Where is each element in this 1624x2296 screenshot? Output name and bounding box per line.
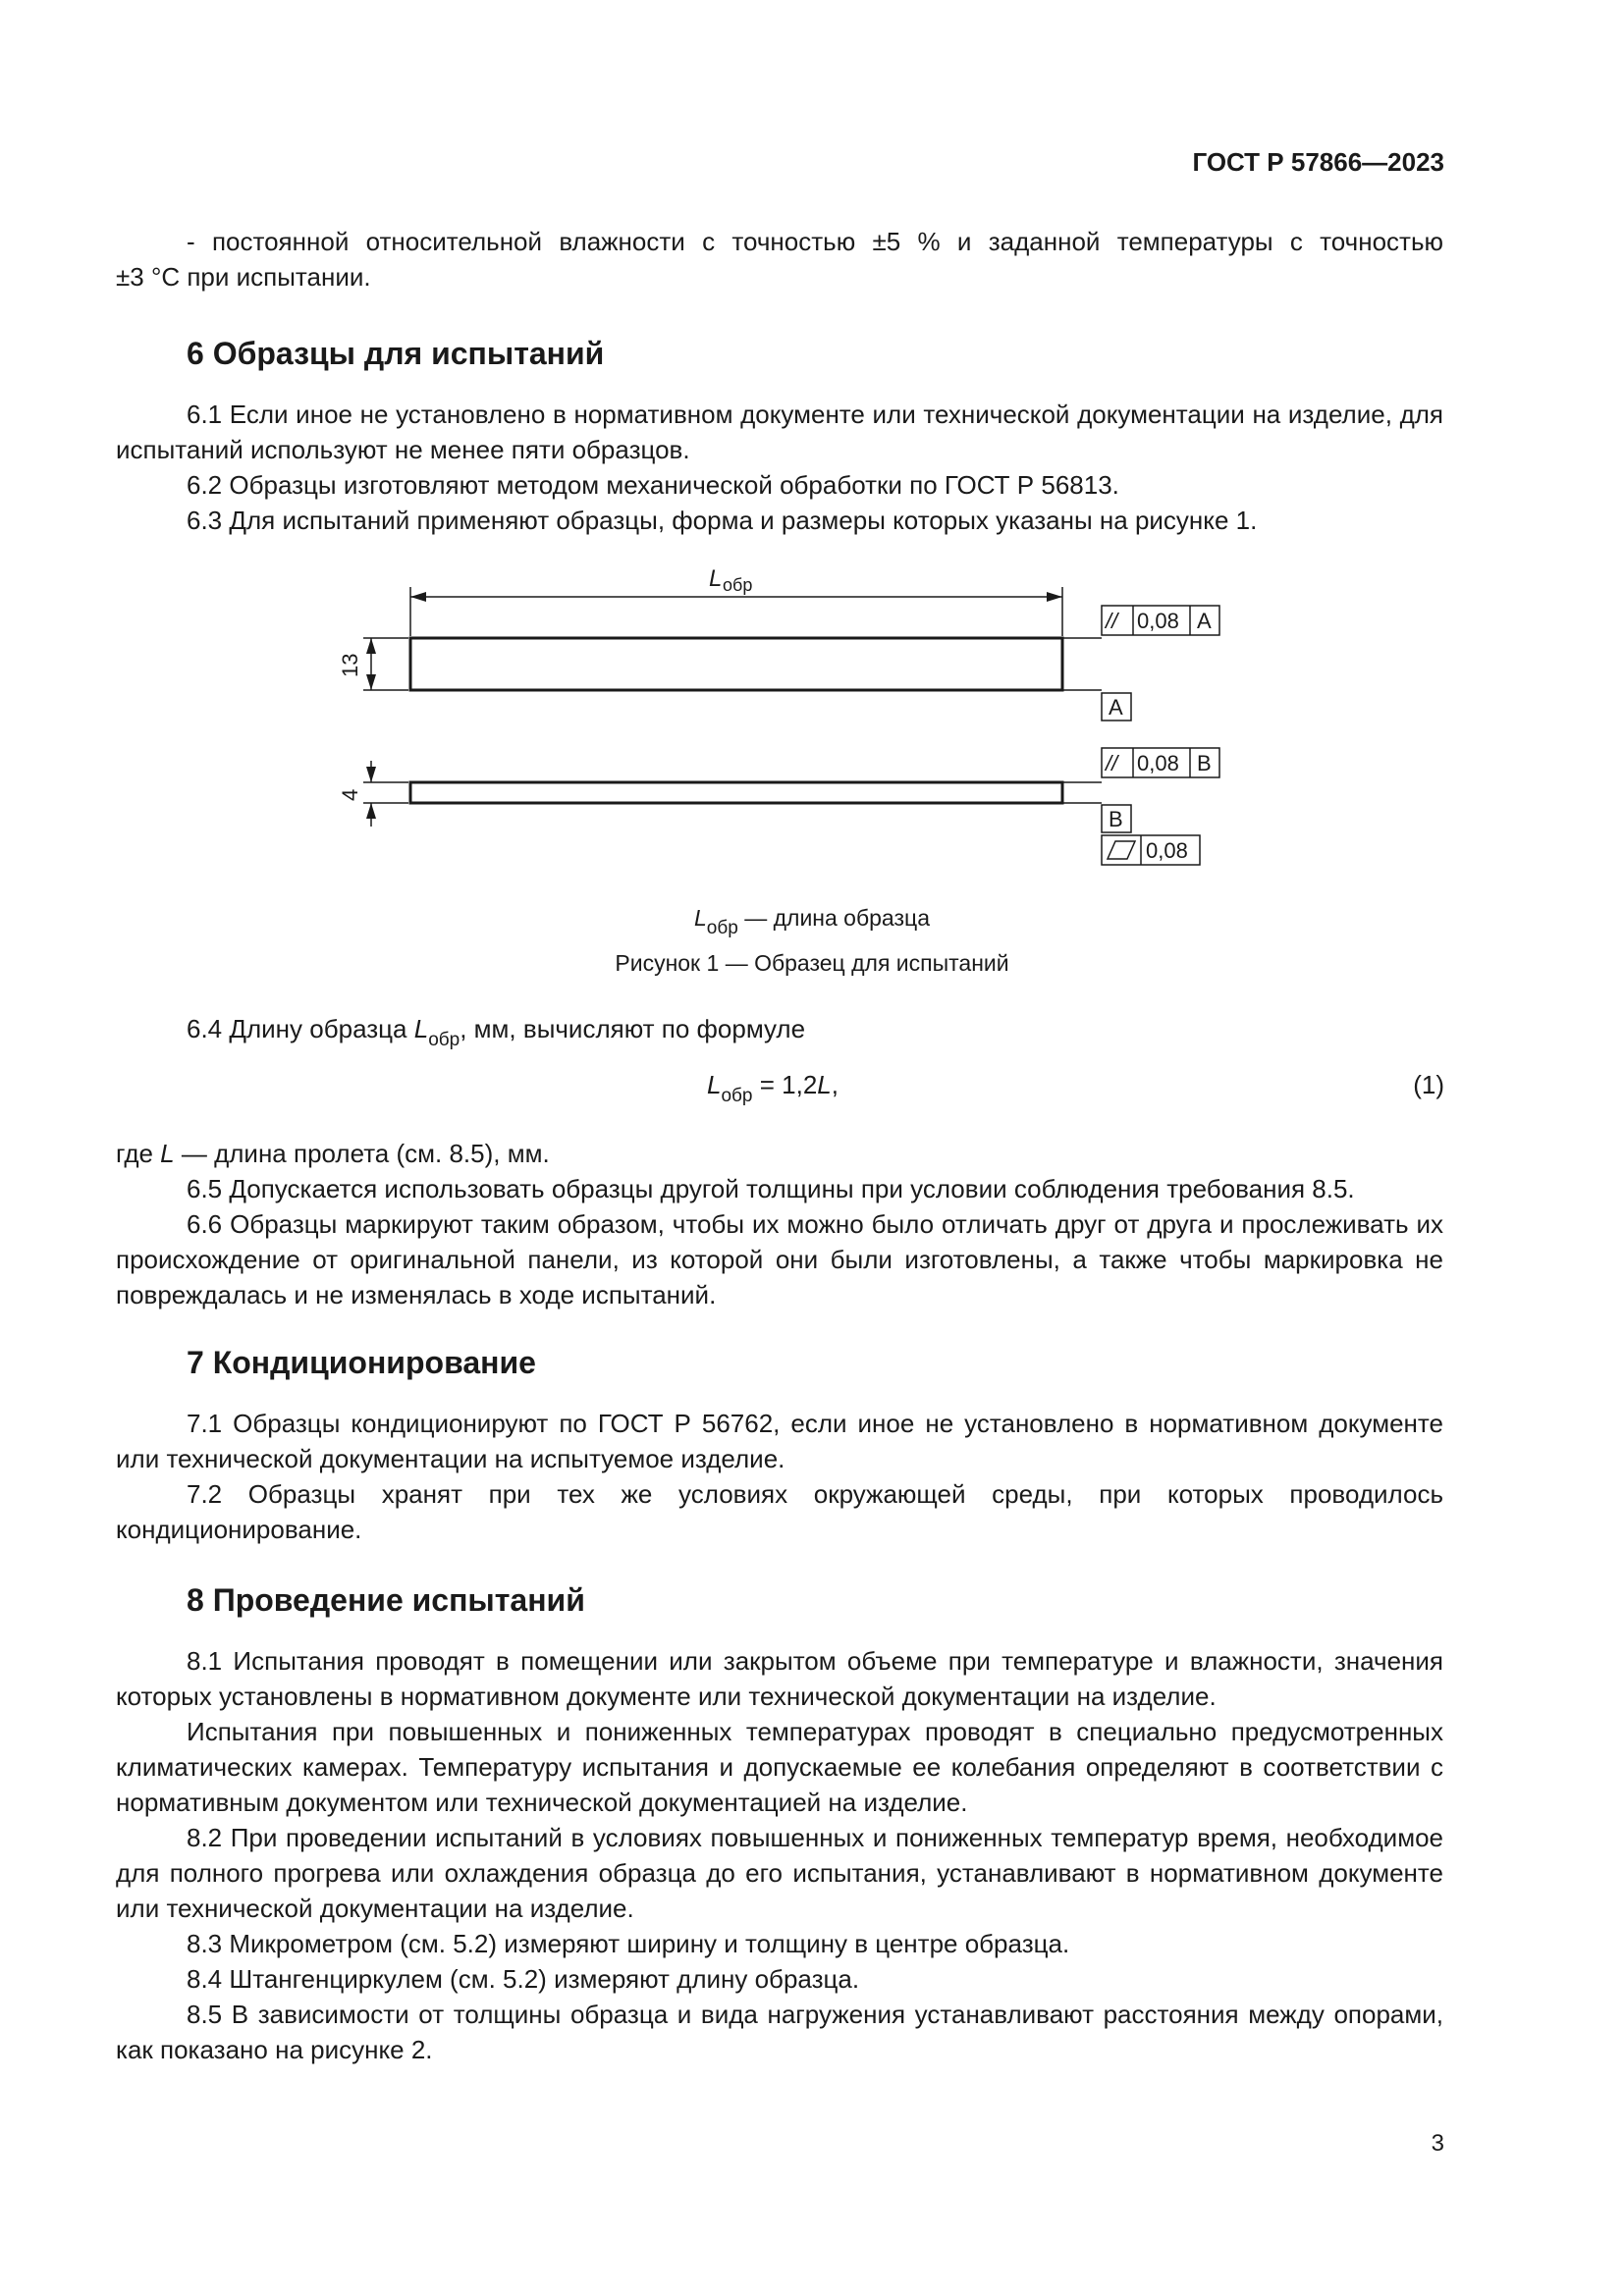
datum-b-box: [1102, 805, 1131, 832]
legend-text: — длина образца: [737, 905, 930, 931]
paragraph-8-5: 8.5 В зависимости от толщины образца и вида нагружения устанавливают расстояния между опорами, как показано на рисунке 2.: [116, 2000, 1443, 2064]
arrow-left-icon: [410, 592, 426, 602]
tol1-datum: A: [1197, 609, 1212, 633]
arrow-right-icon: [1047, 592, 1062, 602]
formula-expression: [707, 1070, 839, 1106]
thickness-value: 4: [338, 788, 362, 801]
section-6-body: [116, 397, 1443, 538]
section-8-heading: 8 Проведение испытаний: [187, 1582, 585, 1618]
paragraph-6-1: 6.1 Если иное не установлено в нормативном документе или технической документации на изделие, для испытаний используют не менее пяти образцов.: [116, 400, 1443, 464]
intro-text: [116, 224, 1443, 294]
arrow-up-icon: [366, 803, 376, 819]
section-7-heading: 7 Кондиционирование: [187, 1345, 536, 1380]
tol1-value: 0,08: [1137, 609, 1179, 633]
paragraph-8-1: 8.1 Испытания проводят в помещении или закрытом объеме при температуре и влажности, значения которых установлены в нормативном документе или технической документации на изделие.: [116, 1646, 1443, 1711]
formula-eq: = 1,2: [752, 1070, 818, 1099]
paragraph-6-3: 6.3 Для испытаний применяют образцы, форма и размеры которых указаны на рисунке 1.: [187, 506, 1258, 535]
figure-caption: Рисунок 1 — Образец для испытаний: [615, 950, 1009, 976]
p64-symbol: L: [413, 1014, 429, 1043]
tolerance-frame-2: [1102, 748, 1219, 777]
where-text: — длина пролета (см. 8.5), мм.: [174, 1139, 550, 1168]
parallelism-icon: //: [1106, 609, 1118, 633]
width-value: 13: [338, 653, 362, 677]
specimen-side-view: [410, 782, 1062, 803]
page-number: 3: [1431, 2130, 1444, 2157]
paragraph-8-2: 8.2 При проведении испытаний в условиях повышенных и пониженных температур время, необходимое для полного прогрева или охлаждения образца до его испытания, устанавливают в нормативном документе или технической документации на изделие.: [116, 1823, 1443, 1923]
parallelism-icon: //: [1106, 751, 1118, 775]
intro-line-2: ±3 °С при испытании.: [116, 262, 371, 292]
paragraph-6-4: [116, 1011, 1443, 1050]
paragraph-6-5: 6.5 Допускается использовать образцы другой толщины при условии соблюдения требования 8.5.: [187, 1174, 1355, 1203]
length-label-sub: обр: [723, 575, 753, 595]
p64-text-end: , мм, вычисляют по формуле: [460, 1014, 806, 1043]
where-pre: где: [116, 1139, 161, 1168]
paragraph-7-2: 7.2 Образцы хранят при тех же условиях окружающей среды, при которых проводилось кондиционирование.: [116, 1479, 1443, 1544]
arrow-down-icon: [366, 767, 376, 782]
tol2-datum: B: [1197, 751, 1212, 775]
formula-symbol: L: [707, 1070, 722, 1099]
formula-symbol-sub: обр: [721, 1086, 753, 1106]
flatness-value: 0,08: [1146, 838, 1188, 863]
datum-a-label: A: [1109, 695, 1123, 720]
section-8-body: [116, 1643, 1443, 2067]
specimen-top-view: [410, 638, 1062, 690]
flatness-frame: [1102, 835, 1200, 865]
legend-symbol: L: [694, 905, 707, 931]
datum-b-label: B: [1109, 807, 1123, 831]
formula-number: (1): [1413, 1070, 1444, 1099]
standard-code: ГОСТ Р 57866—2023: [1192, 147, 1444, 177]
tol2-value: 0,08: [1137, 751, 1179, 775]
p64-symbol-sub: обр: [428, 1030, 460, 1050]
arrow-down-icon: [366, 674, 376, 690]
where-block: [116, 1136, 1443, 1312]
datum-a-box: [1102, 693, 1131, 721]
flatness-icon: [1108, 841, 1135, 859]
p64-text: 6.4 Длину образца: [187, 1014, 414, 1043]
paragraph-8-1b: Испытания при повышенных и пониженных температурах проводят в специально предусмотренных климатических камерах. Температуру испытания и допускаемые ее колебания определяют в соответствии с нормативным документом или технической документацией на изделие.: [116, 1717, 1443, 1817]
section-7-body: [116, 1406, 1443, 1547]
where-symbol: L: [160, 1139, 175, 1168]
section-6-heading: 6 Образцы для испытаний: [187, 336, 605, 371]
length-label: L: [709, 565, 723, 592]
intro-line-1: - постоянной относительной влажности с точностью ±5 % и заданной температуры с точностью: [187, 227, 1443, 256]
paragraph-6-2: 6.2 Образцы изготовляют методом механической обработки по ГОСТ Р 56813.: [187, 470, 1119, 500]
arrow-up-icon: [366, 638, 376, 654]
paragraph-7-1: 7.1 Образцы кондиционируют по ГОСТ Р 56762, если иное не установлено в нормативном документе или технической документации на испытуемое изделие.: [116, 1409, 1443, 1473]
paragraph-8-4: 8.4 Штангенциркулем (см. 5.2) измеряют длину образца.: [187, 1964, 860, 1994]
figure-legend: [0, 905, 1624, 938]
paragraph-8-3: 8.3 Микрометром (см. 5.2) измеряют ширину и толщину в центре образца.: [187, 1929, 1070, 1958]
formula-symbol-2: L: [817, 1070, 832, 1099]
formula-tail: ,: [831, 1070, 839, 1099]
paragraph-6-6: 6.6 Образцы маркируют таким образом, чтобы их можно было отличать друг от друга и прослеживать их происхождение от оригинальной панели, из которой они были изготовлены, а также чтобы маркировка не повреждалась и не изменялась в ходе испытаний.: [116, 1209, 1443, 1309]
legend-symbol-sub: обр: [706, 918, 738, 938]
tolerance-frame-1: [1102, 606, 1219, 635]
